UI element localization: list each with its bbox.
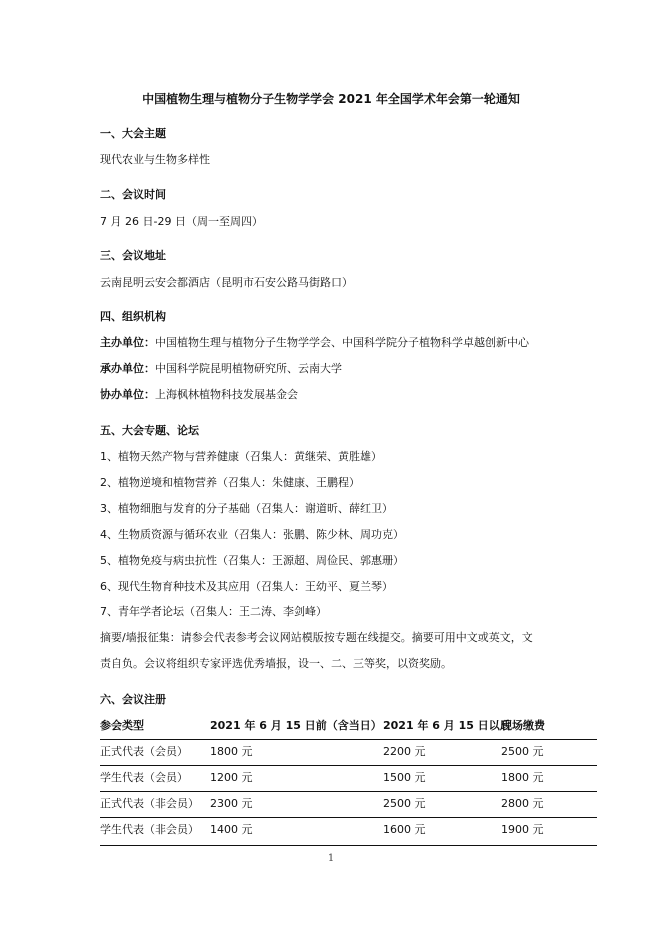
- table-cell: 学生代表（非会员）: [100, 823, 199, 836]
- table-cell: 2200 元: [383, 745, 426, 758]
- abstract-text-line1: 摘要/墙报征集：请参会代表参考会议网站模版按专题在线提交。摘要可用中文或英文，文: [100, 631, 533, 644]
- table-cell: 2800 元: [501, 797, 544, 810]
- table-divider: [100, 739, 597, 740]
- table-cell: 学生代表（会员）: [100, 771, 188, 784]
- table-cell: 1800 元: [501, 771, 544, 784]
- table-cell: 1900 元: [501, 823, 544, 836]
- table-cell: 1200 元: [210, 771, 253, 784]
- section-heading-theme: 一、大会主题: [100, 127, 166, 140]
- section-heading-topics: 五、大会专题、论坛: [100, 424, 199, 437]
- table-cell: 1600 元: [383, 823, 426, 836]
- table-divider: [100, 817, 597, 818]
- table-cell: 正式代表（非会员）: [100, 797, 199, 810]
- column-header: 2021 年 6 月 15 日以后: [383, 719, 511, 732]
- page-number: 1: [327, 853, 335, 864]
- host-label: 承办单位：: [100, 362, 155, 375]
- co-organizer-line: [100, 388, 298, 402]
- organizer-label: 主办单位：: [100, 336, 155, 349]
- table-cell: 2500 元: [383, 797, 426, 810]
- column-header: 2021 年 6 月 15 日前（含当日）: [210, 719, 382, 732]
- column-header: 参会类型: [100, 719, 144, 732]
- table-cell: 2500 元: [501, 745, 544, 758]
- topic-item: 6、现代生物育种技术及其应用（召集人：王幼平、夏兰琴）: [100, 580, 393, 593]
- abstract-text-line2: 责自负。会议将组织专家评选优秀墙报，设一、二、三等奖，以资奖励。: [100, 657, 452, 670]
- table-row: [100, 771, 597, 785]
- topic-item: 3、植物细胞与发育的分子基础（召集人：谢道昕、薛红卫）: [100, 502, 393, 515]
- co-organizer-label: 协办单位：: [100, 388, 155, 401]
- venue-text: 云南昆明云安会都酒店（昆明市石安公路马街路口）: [100, 276, 353, 289]
- table-cell: 正式代表（会员）: [100, 745, 188, 758]
- table-row: [100, 823, 597, 837]
- section-heading-registration: 六、会议注册: [100, 693, 166, 706]
- table-row: [100, 745, 597, 759]
- table-header: [100, 719, 597, 733]
- table-divider: [100, 845, 597, 846]
- topic-item: 7、青年学者论坛（召集人：王二涛、李剑峰）: [100, 605, 327, 618]
- table-row: [100, 797, 597, 811]
- topic-item: 1、植物天然产物与营养健康（召集人：黄继荣、黄胜雄）: [100, 450, 382, 463]
- section-heading-venue: 三、会议地址: [100, 249, 166, 262]
- table-divider: [100, 791, 597, 792]
- topic-item: 2、植物逆境和植物营养（召集人：朱健康、王鹏程）: [100, 476, 360, 489]
- organizer-value: 中国植物生理与植物分子生物学学会、中国科学院分子植物科学卓越创新中心: [155, 336, 529, 349]
- table-divider: [100, 765, 597, 766]
- table-cell: 1500 元: [383, 771, 426, 784]
- theme-text: 现代农业与生物多样性: [100, 153, 210, 166]
- table-cell: 1800 元: [210, 745, 253, 758]
- co-organizer-value: 上海枫林植物科技发展基金会: [155, 388, 298, 401]
- column-header: 现场缴费: [501, 719, 545, 732]
- topic-item: 4、生物质资源与循环农业（召集人：张鹏、陈少林、周功克）: [100, 528, 404, 541]
- topic-item: 5、植物免疫与病虫抗性（召集人：王源超、周俭民、郭惠珊）: [100, 554, 404, 567]
- organizer-line: [100, 336, 529, 350]
- host-value: 中国科学院昆明植物研究所、云南大学: [155, 362, 342, 375]
- section-heading-time: 二、会议时间: [100, 188, 166, 201]
- table-cell: 2300 元: [210, 797, 253, 810]
- table-cell: 1400 元: [210, 823, 253, 836]
- section-heading-organization: 四、组织机构: [100, 310, 166, 323]
- document-title: 中国植物生理与植物分子生物学学会 2021 年全国学术年会第一轮通知: [142, 92, 520, 106]
- host-line: [100, 362, 342, 376]
- time-text: 7 月 26 日-29 日（周一至周四）: [100, 215, 263, 228]
